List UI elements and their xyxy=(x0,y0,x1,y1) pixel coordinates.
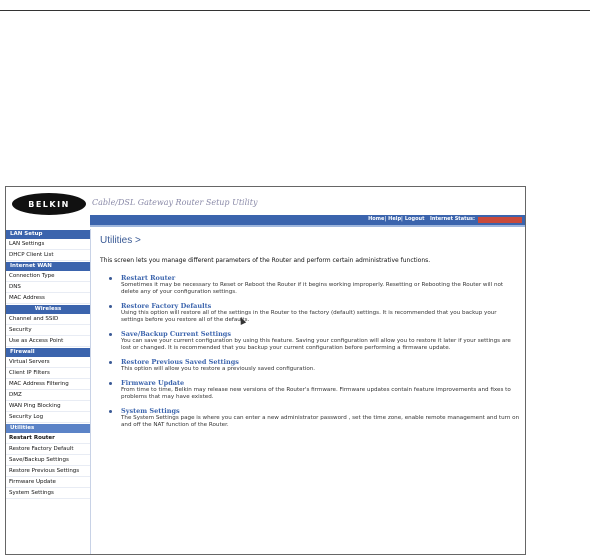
bullet-icon xyxy=(109,277,112,280)
nav-logout-link[interactable]: Logout xyxy=(404,216,425,222)
sidebar-item[interactable]: Save/Backup Settings xyxy=(6,455,90,466)
page-top-rule xyxy=(0,10,590,11)
internet-status-label: Internet Status: xyxy=(429,216,475,222)
utility-item-link[interactable]: Firmware Update xyxy=(121,379,185,387)
sidebar-item[interactable]: MAC Address Filtering xyxy=(6,379,90,390)
sidebar-section-header: Wireless xyxy=(6,305,90,314)
nav-links: Home| Help| Logout Internet Status: xyxy=(368,216,475,222)
top-nav-bar xyxy=(90,215,525,225)
nav-help-link[interactable]: Help xyxy=(388,216,402,222)
utility-item xyxy=(100,302,520,324)
bullet-icon xyxy=(109,333,112,336)
intro-text: This screen lets you manage different parameters of the Router and perform certain administrative functions. xyxy=(100,257,431,264)
belkin-logo[interactable]: BELKIN xyxy=(12,193,86,215)
sidebar-section-header: Utilities xyxy=(6,424,90,433)
utility-item-description: This option will allow you to restore a previously saved configuration. xyxy=(121,366,316,372)
sidebar-item[interactable]: LAN Settings xyxy=(6,239,90,250)
utility-item-link[interactable]: Restart Router xyxy=(121,274,176,282)
sidebar-item[interactable]: WAN Ping Blocking xyxy=(6,401,90,412)
utility-item-link[interactable]: Restore Factory Defaults xyxy=(121,302,212,310)
sidebar-item[interactable]: System Settings xyxy=(6,488,90,499)
utility-item xyxy=(100,274,520,296)
sidebar-item[interactable]: DMZ xyxy=(6,390,90,401)
sidebar-item[interactable]: Use as Access Point xyxy=(6,336,90,347)
utility-item-link[interactable]: System Settings xyxy=(121,407,180,415)
utility-item-link[interactable]: Restore Previous Saved Settings xyxy=(121,358,239,366)
sidebar-item[interactable]: Security xyxy=(6,325,90,336)
utilities-list xyxy=(100,274,520,429)
sidebar-nav xyxy=(6,229,91,554)
main-content xyxy=(100,235,520,435)
utility-item xyxy=(100,330,520,352)
sidebar-item[interactable]: MAC Address xyxy=(6,293,90,304)
sidebar-item[interactable]: Restart Router xyxy=(6,433,90,444)
page-title: Utilities > xyxy=(100,235,141,246)
bullet-icon xyxy=(109,410,112,413)
bullet-icon xyxy=(109,382,112,385)
sidebar-item[interactable]: Restore Factory Default xyxy=(6,444,90,455)
sidebar-item[interactable]: Firmware Update xyxy=(6,477,90,488)
sidebar-item[interactable]: Channel and SSID xyxy=(6,314,90,325)
bullet-icon xyxy=(109,305,112,308)
bullet-icon xyxy=(109,361,112,364)
header xyxy=(6,187,525,229)
sidebar-section-header: Internet WAN xyxy=(6,262,90,271)
utility-item xyxy=(100,407,520,429)
sidebar-section-header: LAN Setup xyxy=(6,230,90,239)
app-title: Cable/DSL Gateway Router Setup Utility xyxy=(92,198,258,207)
utility-item xyxy=(100,358,520,373)
sidebar-section-header: Firewall xyxy=(6,348,90,357)
sidebar-item[interactable]: Restore Previous Settings xyxy=(6,466,90,477)
internet-status-indicator xyxy=(478,217,522,223)
header-swoosh xyxy=(90,225,525,227)
sidebar-item[interactable]: Connection Type xyxy=(6,271,90,282)
utility-item-description: You can save your current configuration by using this feature. Saving your configuration will allow you to restore it later if your settings are lost or changed. It is recommended that you backup your current configuration before performing a firmware update. xyxy=(121,338,511,351)
router-utility-window xyxy=(5,186,526,555)
sidebar-item[interactable]: Client IP Filters xyxy=(6,368,90,379)
sidebar-item[interactable]: Security Log xyxy=(6,412,90,423)
sidebar-item[interactable]: DHCP Client List xyxy=(6,250,90,261)
utility-item-description: From time to time, Belkin may release new versions of the Router's firmware. Firmware updates contain feature improvements and fixes to problems that may have existed. xyxy=(121,387,511,400)
utility-item xyxy=(100,379,520,401)
utility-item-description: Using this option will restore all of the settings in the Router to the factory (default) settings. It is recommended that you backup your settings before you restore all of the defaults. xyxy=(121,310,497,323)
utility-item-description: Sometimes it may be necessary to Reset or Reboot the Router if it begins working improperly. Resetting or Rebooting the Router will not delete any of your configuration settings. xyxy=(121,282,504,295)
utility-item-link[interactable]: Save/Backup Current Settings xyxy=(121,330,232,338)
utility-item-description: The System Settings page is where you can enter a new administrator password , set the time zone, enable remote management and turn on and off the NAT function of the Router. xyxy=(121,415,520,428)
sidebar-item[interactable]: DNS xyxy=(6,282,90,293)
nav-home-link[interactable]: Home xyxy=(368,216,385,222)
sidebar-item[interactable]: Virtual Servers xyxy=(6,357,90,368)
